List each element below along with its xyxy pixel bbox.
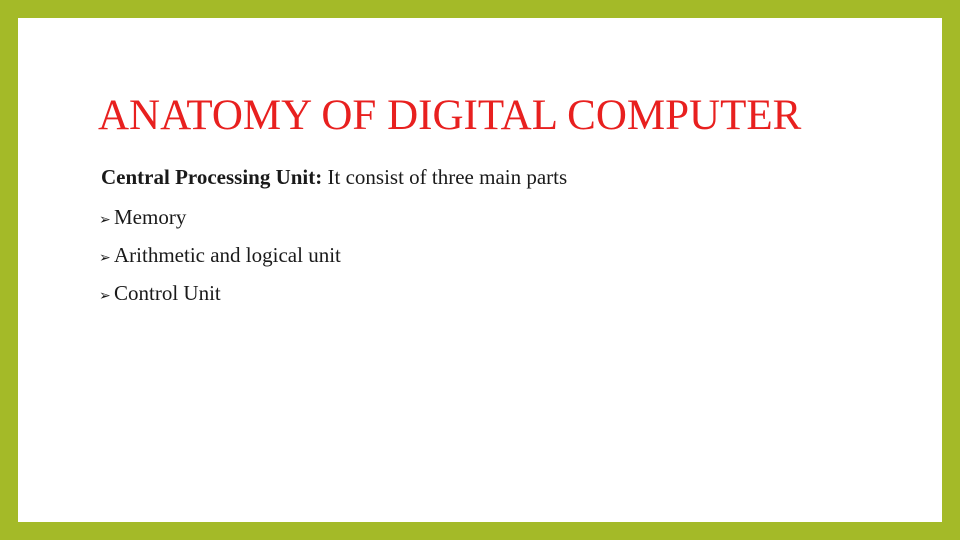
bullet-item <box>99 243 341 281</box>
bullet-item <box>99 205 341 243</box>
slide-canvas <box>18 18 942 522</box>
bullet-label: Memory <box>114 205 187 229</box>
bullet-list <box>99 205 341 319</box>
intro-text: It consist of three main parts <box>322 165 568 189</box>
bullet-item <box>99 281 341 319</box>
arrow-bullet-icon: ➢ <box>99 250 111 266</box>
bullet-label: Arithmetic and logical unit <box>114 243 341 267</box>
arrow-bullet-icon: ➢ <box>99 288 111 304</box>
slide-title: ANATOMY OF DIGITAL COMPUTER <box>98 92 802 139</box>
bullet-label: Control Unit <box>114 281 221 305</box>
intro-label: Central Processing Unit: <box>101 165 323 189</box>
arrow-bullet-icon: ➢ <box>99 212 111 228</box>
intro-line <box>101 167 567 188</box>
